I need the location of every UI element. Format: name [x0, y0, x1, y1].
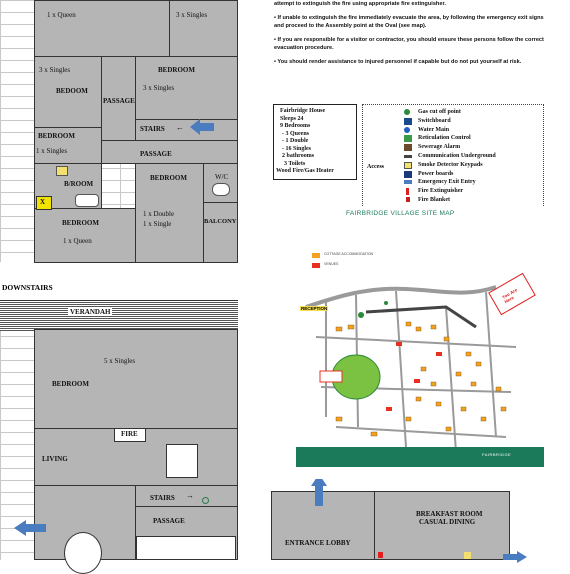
- smoke-detector-icon: [464, 552, 471, 559]
- reticulation-icon: [404, 135, 412, 142]
- room-balcony: [203, 202, 238, 263]
- note-paragraph: • If you are responsible for a visitor or contractor, you should ensure these persons follow the correct evacuation procedure.: [274, 37, 544, 51]
- key-venue-label: VENUES: [324, 262, 339, 266]
- note-paragraph: • If unable to extinguish the fire immediately evacuate the area, by following the emergency exit signs and proceed to the Assembly point at the Oval (see map).: [274, 15, 544, 29]
- fire-extinguisher-mark: [378, 552, 383, 558]
- exit-icon: [404, 180, 412, 184]
- legend-item-gas: Gas cut off point: [418, 109, 461, 115]
- living-label: LIVING: [42, 455, 68, 463]
- key-cottage-swatch: [312, 253, 320, 258]
- room-label-name: BEDROOM: [158, 66, 195, 74]
- upstairs-plan: [0, 0, 238, 262]
- house-info-row: - 1 Double: [282, 138, 309, 144]
- house-info-row: - 3 Queens: [282, 130, 309, 137]
- map-footer: FAIRBRIDGE: [482, 452, 512, 457]
- power-board-icon: [404, 171, 412, 178]
- house-info-row: 9 Bedrooms: [280, 123, 311, 129]
- exit-arrow-icon[interactable]: [190, 119, 216, 135]
- site-map: [296, 207, 544, 479]
- smoke-detector-icon: [404, 162, 412, 169]
- fire-blanket-icon: [406, 197, 410, 202]
- room-label-name: BEDROOM: [38, 132, 75, 140]
- reception-label: RECEPTION: [301, 306, 328, 311]
- dining-label: CASUAL DINING: [419, 518, 476, 526]
- room-bedroom-bottom: [34, 208, 136, 263]
- room-label-beds: 3 x Singles: [39, 66, 71, 74]
- room-label-name: B/ROOM: [64, 180, 94, 188]
- house-info-row: 2 bathrooms: [282, 153, 315, 159]
- room-queen-top: [34, 0, 170, 57]
- house-info-box: [273, 104, 357, 180]
- room-label-beds: 5 x Singles: [104, 357, 136, 365]
- site-map-title: FAIRBRIDGE VILLAGE SITE MAP: [346, 210, 455, 217]
- house-info-row: 3 Toilets: [284, 160, 306, 167]
- rug-oval: [64, 532, 102, 574]
- passage-label: PASSAGE: [153, 517, 185, 525]
- room-label-name: BEDROOM: [52, 380, 89, 388]
- toilet-icon: [212, 183, 230, 196]
- smoke-detector-icon: [56, 166, 68, 176]
- wc-label: W/C: [215, 173, 229, 181]
- legend-item-smoke-detector: Smoke Detector Keypads: [418, 162, 483, 168]
- room-label-name: BEDOOM: [56, 87, 88, 95]
- exit-arrow-icon[interactable]: [14, 520, 48, 536]
- key-cottage-label: COTTAGE ACCOMMODATION: [324, 252, 374, 256]
- bathtub-icon: [75, 194, 99, 207]
- passage-label: PASSAGE: [103, 97, 135, 105]
- communication-icon: [404, 155, 412, 158]
- legend-item-power-boards: Power boards: [418, 171, 453, 177]
- room-label-beds: 3 x Singles: [176, 11, 208, 19]
- legend-item-sewerage: Sewerage Alarm: [418, 144, 460, 150]
- legend-list: [418, 109, 543, 209]
- you-are-here-label: You Are Here: [501, 287, 519, 305]
- downstairs-plan: [0, 300, 238, 560]
- stairs-label: STAIRS: [150, 494, 175, 502]
- legend-item-switchboard: Switchboard: [418, 118, 451, 124]
- legend-item-water-main: Water Main: [418, 127, 449, 133]
- house-info-row: Fairbridge House: [280, 108, 326, 114]
- room-label-beds: 1 x Double: [143, 210, 175, 218]
- room-label-name: BEDROOM: [62, 219, 99, 227]
- entrance-label: ENTRANCE LOBBY: [285, 539, 351, 547]
- stairs-label: STAIRS: [140, 125, 165, 133]
- stairs-arrow-icon: →: [186, 491, 194, 500]
- room-label-beds: 1 x Single: [143, 220, 172, 228]
- access-label: Access: [367, 164, 384, 170]
- fire-label: FIRE: [121, 430, 138, 438]
- legend-item-communication: Communication Underground: [418, 153, 496, 159]
- evacuation-notes: [274, 0, 546, 72]
- room-label-beds: 3 x Singles: [143, 84, 175, 92]
- room-label-beds: 1 x Queen: [63, 237, 92, 245]
- balcony-label: BALCONY: [204, 218, 237, 225]
- room-label-beds: 1 x Queen: [47, 11, 76, 19]
- verandah-label: VERANDAH: [70, 308, 111, 316]
- legend-item-exit: Emergency Exit Entry: [418, 179, 476, 185]
- room-label-name: BEDROOM: [150, 174, 187, 182]
- verandah-band: [0, 300, 238, 331]
- house-info-row: Wood Fire/Gas Heater: [276, 168, 334, 174]
- exit-arrow-icon[interactable]: [503, 551, 527, 563]
- breakfast-label: BREAKFAST ROOM: [416, 510, 483, 518]
- smoke-detector-icon: [202, 497, 209, 504]
- stairs-arrow-icon: ←: [176, 123, 184, 132]
- sewerage-icon: [404, 144, 412, 151]
- house-info-row: Sleeps 24: [280, 115, 304, 122]
- legend-item-extinguisher: Fire Extinguisher: [418, 188, 463, 194]
- legend-box: [362, 104, 544, 208]
- exit-arrow-icon[interactable]: [311, 474, 327, 508]
- house-info-row: - 16 Singles: [282, 145, 312, 152]
- switchboard-icon: [404, 118, 412, 125]
- downstairs-heading: DOWNSTAIRS: [2, 283, 53, 292]
- gas-icon: [404, 109, 410, 115]
- note-paragraph: attempt to extinguish the fire using appropriate fire extinguisher.: [274, 1, 446, 7]
- passage-label: PASSAGE: [140, 150, 172, 158]
- room-bedroom-down: [34, 329, 238, 429]
- water-main-icon: [404, 127, 410, 133]
- extinguisher-icon: [406, 188, 409, 195]
- legend-item-fire-blanket: Fire Blanket: [418, 197, 450, 203]
- note-paragraph: • You should render assistance to injured personnel if capable but do not put yourself at risk.: [274, 59, 522, 65]
- room-label-beds: 1 x Singles: [36, 147, 68, 155]
- extinguisher-mark-label: X: [40, 198, 46, 206]
- room-singles-top: [169, 0, 238, 57]
- room-lower-white: [136, 536, 236, 560]
- table-icon: [166, 444, 198, 478]
- legend-item-reticulation: Reticulation Control: [418, 135, 471, 141]
